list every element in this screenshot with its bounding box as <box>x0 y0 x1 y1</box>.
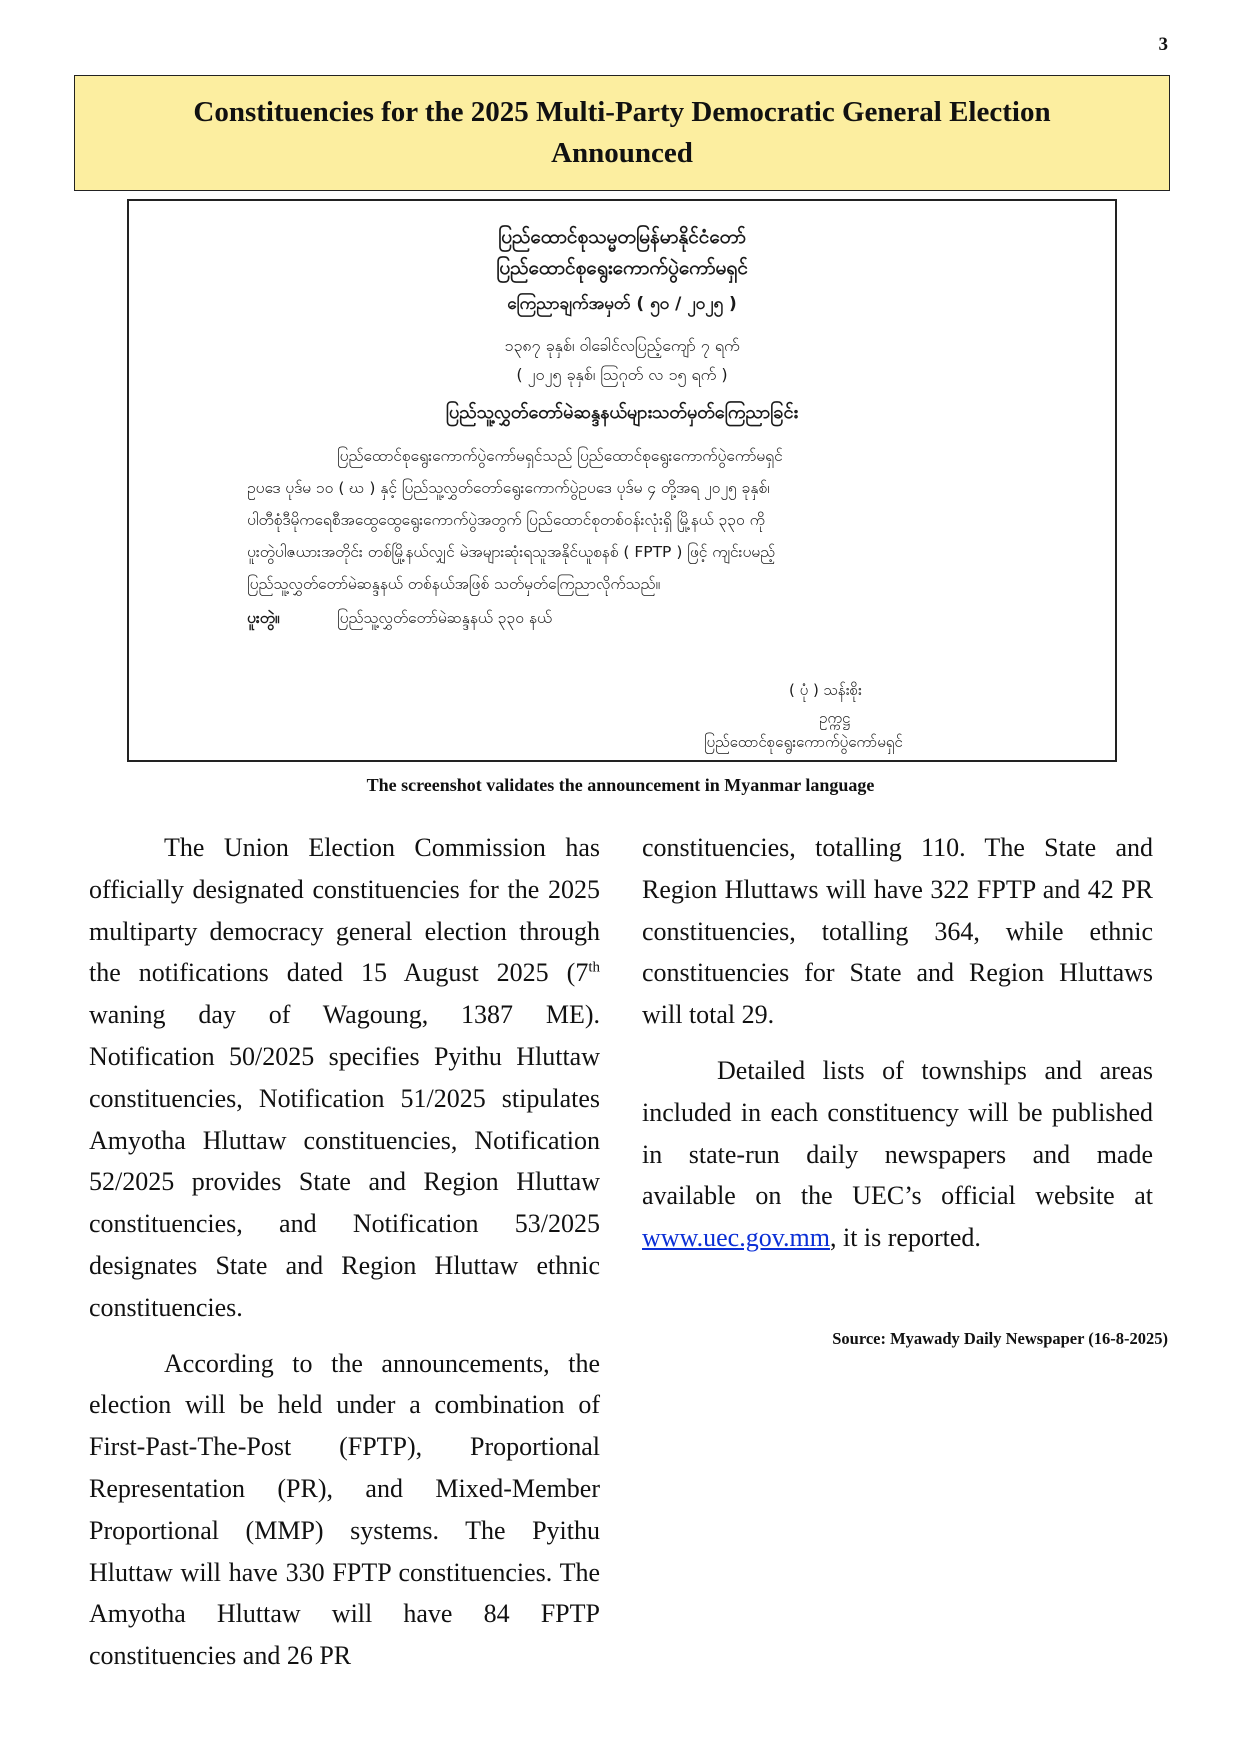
notice-header-line1: ပြည်ထောင်စုသမ္မတမြန်မာနိုင်ငံတော် <box>498 226 746 248</box>
article-text: , it is reported. <box>829 1223 981 1253</box>
article-paragraph <box>89 827 600 1329</box>
article-column-right <box>642 827 1153 1273</box>
page-number: 3 <box>1158 34 1168 55</box>
notice-subject: ပြည်သူ့လွှတ်တော်မဲဆန္ဒနယ်များသတ်မှတ်ကြေညာခြင်း <box>445 402 799 423</box>
article-text: waning day of Wagoung, 1387 ME). Notification 50/2025 specifies Pyithu Hluttaw constituencies, Notification 51/2025 stipulates Amyotha Hluttaw constituencies, Notification 52/2025 provides State and Region Hluttaw constituencies, and Notification 53/2025 designates State and Region Hluttaw ethnic constituencies. <box>89 1000 600 1322</box>
notice-signer-organization: ပြည်ထောင်စုရွေးကောက်ပွဲကော်မရှင် <box>704 733 903 751</box>
headline-box <box>74 75 1170 191</box>
notice-header-line2: ပြည်ထောင်စုရွေးကောက်ပွဲကော်မရှင် <box>496 257 748 279</box>
notice-date-gregorian: ( ၂၀၂၅ ခုနှစ်၊ ဩဂုတ် လ ၁၅ ရက် ) <box>516 365 728 384</box>
article-column-left <box>89 827 600 1691</box>
notice-attachment-text: ပြည်သူ့လွှတ်တော်မဲဆန္ဒနယ် ၃၃၀ နယ် <box>337 609 552 627</box>
article-paragraph: constituencies, totalling 110. The State and Region Hluttaws will have 322 FPTP and 42 PR constituencies, totalling 364, while ethnic constituencies for State and Region Hluttaws will total 29. <box>642 833 1153 1030</box>
notice-notification-number: ကြေညာချက်အမှတ် ( ၅၀ / ၂၀၂၅ ) <box>507 294 737 314</box>
image-caption: The screenshot validates the announcement in Myanmar language <box>366 775 875 795</box>
notice-signed: ( ပုံ ) သန်းစိုး <box>789 681 862 699</box>
notice-signer-title: ဥက္ကဋ္ဌ <box>819 709 851 727</box>
headline: Constituencies for the 2025 Multi-Party Democratic General Election Announced <box>193 96 1051 169</box>
notice-body-line: ပူးတွဲပါဇယားအတိုင်း တစ်မြို့နယ်လျှင် မဲအများဆုံးရသူအနိုင်ယူစနစ် ( FPTP ) ဖြင့် ကျင်းပမည့် <box>247 543 776 561</box>
notice-body-line: ပြည်သူ့လွှတ်တော်မဲဆန္ဒနယ် တစ်နယ်အဖြစ် သတ်မှတ်ကြေညာလိုက်သည်။ <box>247 575 661 593</box>
article-paragraph <box>642 1050 1153 1259</box>
uec-website-link[interactable]: www.uec.gov.mm <box>642 1223 830 1253</box>
ordinal-suffix: th <box>588 959 600 976</box>
notice-image <box>127 199 1117 762</box>
notice-body-line: ပြည်ထောင်စုရွေးကောက်ပွဲကော်မရှင်သည် ပြည်ထောင်စုရွေးကောက်ပွဲကော်မရှင် <box>337 447 783 465</box>
article-paragraph: According to the announcements, the election will be held under a combination of First-Past-The-Post (FPTP), Proportional Representation (PR), and Mixed-Member Proportional (MMP) systems. The Pyithu Hluttaw will have 330 FPTP constituencies. The Amyotha Hluttaw will have 84 FPTP constituencies and 26 PR <box>89 1348 600 1671</box>
article-text: Detailed lists of townships and areas included in each constituency will be published in state-run daily newspapers and made available on the UEC’s official website at <box>642 1055 1153 1211</box>
source-credit: Source: Myawady Daily Newspaper (16-8-2025) <box>832 1329 1168 1348</box>
notice-body-line: ပါတီစုံဒီမိုကရေစီအထွေထွေရွေးကောက်ပွဲအတွက် ပြည်ထောင်စုတစ်ဝန်းလုံးရှိ မြို့နယ် ၃၃၀ ကို <box>247 511 765 529</box>
notice-date-myanmar: ၁၃၈၇ ခုနှစ်၊ ဝါခေါင်လပြည့်ကျော် ၇ ရက် <box>504 336 740 355</box>
notice-body-line: ဥပဒေ ပုဒ်မ ၁၀ ( ဃ ) နှင့် ပြည်သူ့လွှတ်တော်ရွေးကောက်ပွဲဥပဒေ ပုဒ်မ ၄ တို့အရ ၂၀၂၅ ခုနှစ်၊ <box>247 479 770 497</box>
notice-attachment-label: ပူးတွဲ။ <box>247 609 280 627</box>
article-text: The Union Election Commission has officially designated constituencies for the 2025 multiparty democracy general election through the notifications dated 15 August 2025 (7 <box>89 833 600 988</box>
